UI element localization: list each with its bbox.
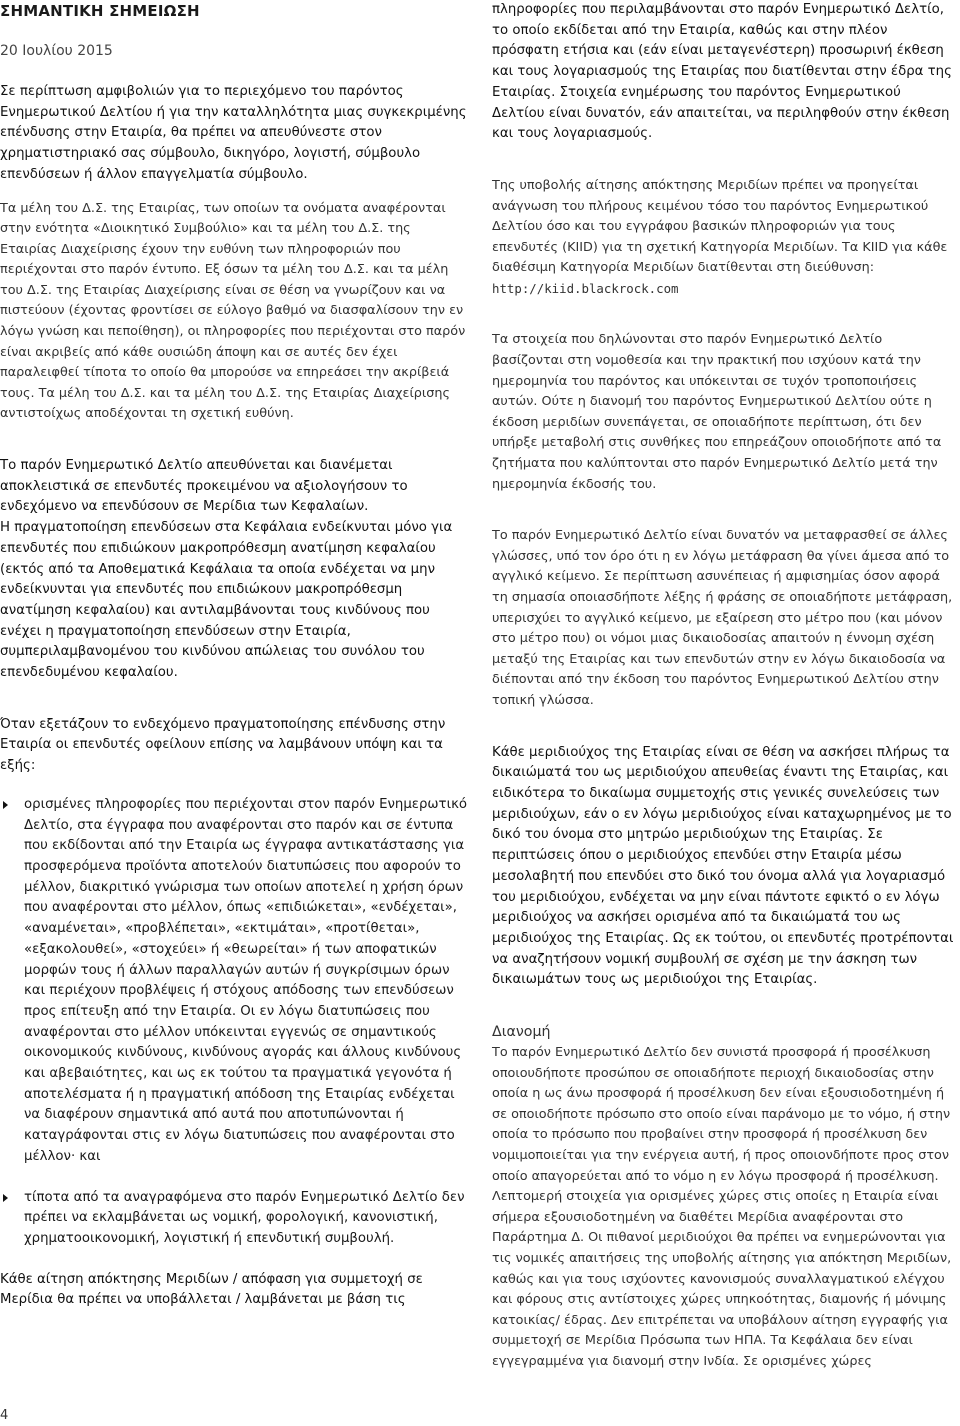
suitability-paragraph: Η πραγματοποίηση επενδύσεων στα Κεφάλαια ενδείκνυται μόνο για επενδυτές που επιδιώκουν μακροπρόθεσμη ανατίμηση κεφαλαίου (εκτός από τα Αποθεματικά Κεφάλαια τα οποία ενδέχεται να μην ενδείκνυνται για επενδυτές που επιδιώκουν μακροπρόθεσμη ανατίμηση κεφαλαίου) και αντιλαμβάνονται τους κινδύνους που ενέχει η πραγματοποίηση επενδύσεων στην Εταιρία, συμπεριλαμβανομένου του κινδύνου απώλειας του συνόλου του επενδεδυμένου κεφαλαίου.: [0, 520, 453, 681]
list-item-text: ορισμένες πληροφορίες που περιέχονται στον παρόν Ενημερωτικό Δελτίο, στα έγγραφα που αναφέρονται στο παρόν και σε έντυπα που εκδίδονται από την Εταιρία ως έγγραφα αντικατάστασης για προσφερόμενα προϊόντα αποτελούν διατυπώσεις που αφορούν το μέλλον, διακριτικό γνώρισμα των οποίων αποτελεί η χρήση όρων που αναφέρονται στο μέλλον, όπως «επιδιώκεται», «ενδέχεται», «αναμένεται», «προβλέπεται», «εκτιμάται», «προτίθεται», «εξακολουθεί», «στοχεύει» ή «θεωρείται» ή των αποφατικών μορφών τους ή άλλων παραλλαγών αυτών ή συγκρίσιμων όρων και περιέχουν προβλέψεις ή στόχους απόδοσης των επενδύσεων προς επίτευξη από την Εταιρία. Οι εν λόγω διατυπώσεις που αναφέρονται στο μέλλον υπόκεινται εγγενώς σε σημαντικούς οικονομικούς κινδύνους, κινδύνους αγοράς και άλλους κινδύνους και αβεβαιότητες, και ως εκ τούτου τα πραγματικά γεγονότα ή αποτελέσματα ή η πραγματική απόδοση της Εταιρίας ενδέχεται να διαφέρουν σημαντικά από αυτά που αποτυπώνονται ή καταγράφονται στις εν λόγω διατυπώσεις που αναφέρονται στο μέλλον· και: [24, 796, 468, 1164]
considerations-paragraph: Όταν εξετάζουν το ενδεχόμενο πραγματοποίησης επένδυσης στην Εταιρία οι επενδυτές οφείλουν επίσης να λαμβάνουν υπόψη και τα εξής:: [0, 716, 446, 774]
audience-paragraph: Το παρόν Ενημερωτικό Δελτίο απευθύνεται και διανέμεται αποκλειστικά σε επενδυτές προκειμένου να αξιολογήσουν το ενδεχόμενο να επενδύσουν σε Μερίδια των Κεφαλαίων.: [0, 458, 408, 515]
kiid-url-link[interactable]: http://kiid.blackrock.com: [492, 280, 679, 296]
distribution-heading: Διανομή: [492, 1024, 551, 1041]
shareholder-rights-paragraph: Κάθε μεριδιούχος της Εταιρίας είναι σε θέση να ασκήσει πλήρως τα δικαιώματά του ως μεριδιούχου απευθείας έναντι της Εταιρίας, και ειδικότερα το δικαίωμα συμμετοχής στις γενικές συνελεύσεις των μεριδιούχων, εάν ο εν λόγω μεριδιούχος είναι καταχωρημένος με το δικό του όνομα στο μητρώο μεριδιούχων της Εταιρίας. Σε περιπτώσεις όπου ο μεριδιούχος επενδύει στην Εταιρία μέσω μεσολαβητή που επενδύει στο δικό του όνομα αλλά για λογαριασμό του μεριδιούχου, ενδέχεται να μην είναι πάντοτε εφικτό ο εν λόγω μεριδιούχος να ασκήσει ορισμένα από τα δικαιώματά του ως μεριδιούχος της Εταιρίας. Ως εκ τούτου, οι επενδυτές προτρέπονται να αναζητήσουν νομική συμβουλή σε σχέση με την άσκηση των δικαιωμάτων τους ως μεριδιούχοι της Εταιρίας.: [492, 744, 954, 988]
page-number: 4: [0, 1408, 9, 1423]
advice-paragraph: Σε περίπτωση αμφιβολιών για το περιεχόμενο του παρόντος Ενημερωτικού Δελτίου ή για την καταλληλότητα μιας συγκεκριμένης επένδυσης στην Εταιρία, θα πρέπει να απευθύνεστε στον χρηματιστηριακό σας σύμβουλο, δικηγόρο, λογιστή, σύμβουλο επενδύσεων ή άλλον επαγγελματία σύμβουλο.: [0, 84, 467, 182]
responsibility-paragraph: Τα μέλη του Δ.Σ. της Εταιρίας, των οποίων τα ονόματα αναφέρονται στην ενότητα «Διοικητικό Συμβούλιο» και τα μέλη του Δ.Σ. της Εταιρίας Διαχείρισης έχουν την ευθύνη των πληροφοριών που περιέχονται στο παρόν έντυπο. Εξ όσων τα μέλη του Δ.Σ. και τα μέλη του Δ.Σ. της Εταιρίας Διαχείρισης είναι σε θέση να γνωρίζουν και να πιστεύουν (έχοντας φροντίσει σε εύλογο βαθμό να διασφαλίσουν την εν λόγω γνώση και πεποίθηση), οι πληροφορίες που περιέχονται στο παρόν είναι ακριβείς από κάθε ουσιώδη άποψη και σε αυτές δεν έχει παραλειφθεί τίποτα το οποίο θα μπορούσε να επηρεάσει την ακρίβειά τους. Τα μέλη του Δ.Σ. και τα μέλη του Δ.Σ. της Εταιρίας Διαχείρισης αντιστοίχως αποδέχονται τη σχετική ευθύνη.: [0, 200, 466, 422]
kiid-paragraph: Της υποβολής αίτησης απόκτησης Μεριδίων πρέπει να προηγείται ανάγνωση του πλήρους κειμένου τόσο του παρόντος Ενημερωτικού Δελτίου όσο και του εγγράφου βασικών πληροφοριών για τους επενδυτές (KIID) για τη σχετική Κατηγορία Μεριδίων. Τα KIID για κάθε διαθέσιμη Κατηγορία Μεριδίων διατίθενται στη διεύθυνση:: [492, 177, 948, 276]
distribution-paragraph: Το παρόν Ενημερωτικό Δελτίο δεν συνιστά προσφορά ή προσέλκυση οποιουδήποτε προσώπου σε οποιαδήποτε περιοχή δικαιοδοσίας στην οποία η ως άνω προσφορά ή προσέλκυση δεν είναι εξουσιοδοτημένη ή σε οποιοδήποτε πρόσωπο στο οποίο είναι παράνομο με το νόμο, ή στην οποία το πρόσωπο που προβαίνει στην προσφορά ή προσέλκυση δεν νομιμοποιείται για την ενέργεια αυτή, ή προς οποιονδήποτε προς στον οποίο απαγορεύεται από το νόμο η εν λόγω προσφορά ή προσέλκυση. Λεπτομερή στοιχεία για ορισμένες χώρες στις οποίες η Εταιρία είναι σήμερα εξουσιοδοτημένη να διαθέτει Μερίδια αναφέρονται στο Παράρτημα Δ. Οι πιθανοί μεριδιούχοι θα πρέπει να ενημερώνονται για τις νομικές απαιτήσεις της υποβολής αίτησης για απόκτηση Μεριδίων, καθώς και για τους ισχύοντες κανονισμούς συναλλαγματικού ελέγχου και φόρους στις αντίστοιχες χώρες υπηκοότητας, διαμονής ή μόνιμης κατοικίας/ έδρας. Δεν επιτρέπεται να υποβάλουν αίτηση εγγραφής για συμμετοχή σε Μερίδια Πρόσωπα των ΗΠΑ. Τα Κεφάλαια δεν είναι εγγεγραμμένα για διανομή στην Ινδία. Σε ορισμένες χώρες: [492, 1045, 952, 1369]
reports-paragraph: πληροφορίες που περιλαμβάνονται στο παρόν Ενημερωτικό Δελτίο, το οποίο εκδίδεται από την Εταιρία, καθώς και στην πλέον πρόσφατη ετήσια και (εάν είναι μεταγενέστερη) προσωρινή έκθεση και τους λογαριασμούς της Εταιρίας που διατίθενται στην έδρα της Εταιρίας. Στοιχεία ενημέρωσης του παρόντος Ενημερωτικού Δελτίου είναι δυνατόν, εάν απαιτείται, να περιληφθούν στην έκθεση και τους λογαριασμούς.: [492, 2, 952, 142]
list-item-text: τίποτα από τα αναγραφόμενα στο παρόν Ενημερωτικό Δελτίο δεν πρέπει να εκλαμβάνεται ως νομική, φορολογική, κανονιστική, χρηματοοικονομική, λογιστική ή επενδυτική συμβουλή.: [24, 1189, 465, 1246]
left-column: [0, 0, 468, 1311]
application-paragraph: Κάθε αίτηση απόκτησης Μεριδίων / απόφαση για συμμετοχή σε Μερίδια θα πρέπει να υποβάλλεται / λαμβάνεται με βάση τις: [0, 1271, 423, 1308]
considerations-list: [0, 795, 468, 1250]
translation-paragraph: Το παρόν Ενημερωτικό Δελτίο είναι δυνατόν να μεταφρασθεί σε άλλες γλώσσες, υπό τον όρο ότι η εν λόγω μετάφραση θα γίνει άμεσα από το αγγλικό κείμενο. Σε περίπτωση ασυνέπειας ή αμφισημίας όσον αφορά τη σημασία οποιασδήποτε λέξης ή φράσης σε οποιαδήποτε μετάφραση, υπερισχύει το αγγλικό κείμενο, με εξαίρεση στο μέτρο που (και μόνον στο μέτρο που) οι νόμοι μιας δικαιοδοσίας απαιτούν η έννομη σχέση μεταξύ της Εταιρίας και των επενδυτών στην εν λόγω δικαιοδοσία να διέπονται από την έκδοση του παρόντος Ενημερωτικού Δελτίου στην τοπική γλώσσα.: [492, 528, 953, 708]
list-item: [0, 795, 468, 1168]
page-title: ΣΗΜΑΝΤΙΚΗ ΣΗΜΕΙΩΣΗ: [0, 2, 200, 20]
document-date: 20 Ιουλίου 2015: [0, 43, 113, 59]
bullet-arrow-icon: [3, 801, 8, 809]
list-item: [0, 1188, 468, 1250]
right-column: [492, 0, 954, 1373]
bullet-arrow-icon: [3, 1194, 8, 1202]
legislation-paragraph: Τα στοιχεία που δηλώνονται στο παρόν Ενημερωτικό Δελτίο βασίζονται στη νομοθεσία και την πρακτική που ισχύουν κατά την ημερομηνία του παρόντος και υπόκεινται σε τυχόν τροποποιήσεις αυτών. Ούτε η διανομή του παρόντος Ενημερωτικού Δελτίου ούτε η έκδοση μεριδίων συνεπάγεται, σε οποιαδήποτε περίπτωση, ότι δεν υπήρξε μεταβολή στις συνθήκες που επηρεάζουν οποιοδήποτε από τα ζητήματα που καλύπτονται στο παρόν Ενημερωτικό Δελτίο μετά την ημερομηνία έκδοσής του.: [492, 332, 942, 492]
